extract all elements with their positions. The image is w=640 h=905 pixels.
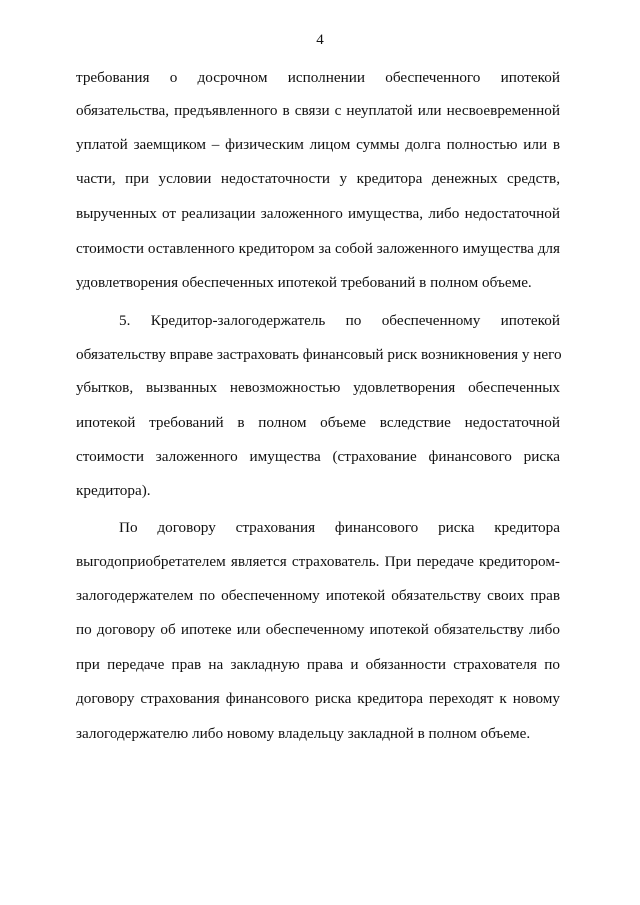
text-line: обязательства, предъявленного в связи с неуплатой или несвоевременной (76, 102, 560, 119)
text-line: 5. Кредитор-залогодержатель по обеспеченному ипотекой (119, 312, 560, 329)
text-line: стоимости оставленного кредитором за собой заложенного имущества для (76, 240, 560, 257)
text-line: кредитора). (76, 482, 151, 499)
text-line: залогодержателем по обеспеченному ипотекой обязательству своих прав (76, 587, 560, 604)
text-line: выгодоприобретателем является страхователь. При передаче кредитором- (76, 553, 560, 570)
text-line: части, при условии недостаточности у кредитора денежных средств, (76, 170, 560, 187)
text-line: уплатой заемщиком – физическим лицом суммы долга полностью или в (76, 136, 560, 153)
text-line: обязательству вправе застраховать финансовый риск возникновения у него (76, 346, 562, 363)
text-line: убытков, вызванных невозможностью удовлетворения обеспеченных (76, 379, 560, 396)
text-line: стоимости заложенного имущества (страхование финансового риска (76, 448, 560, 465)
text-line: залогодержателю либо новому владельцу закладной в полном объеме. (76, 725, 531, 742)
text-line: по договору об ипотеке или обеспеченному ипотекой обязательству либо (76, 621, 560, 638)
text-line: при передаче прав на закладную права и обязанности страхователя по (76, 656, 560, 673)
text-line: вырученных от реализации заложенного имущества, либо недостаточной (76, 205, 560, 222)
page-number: 4 (316, 32, 324, 48)
text-line: договору страхования финансового риска кредитора переходят к новому (76, 690, 560, 707)
text-line: удовлетворения обеспеченных ипотекой требований в полном объеме. (76, 274, 532, 291)
text-line: По договору страхования финансового риска кредитора (119, 519, 560, 536)
text-line: требования о досрочном исполнении обеспеченного ипотекой (76, 69, 560, 86)
text-line: ипотекой требований в полном объеме вследствие недостаточной (76, 414, 560, 431)
